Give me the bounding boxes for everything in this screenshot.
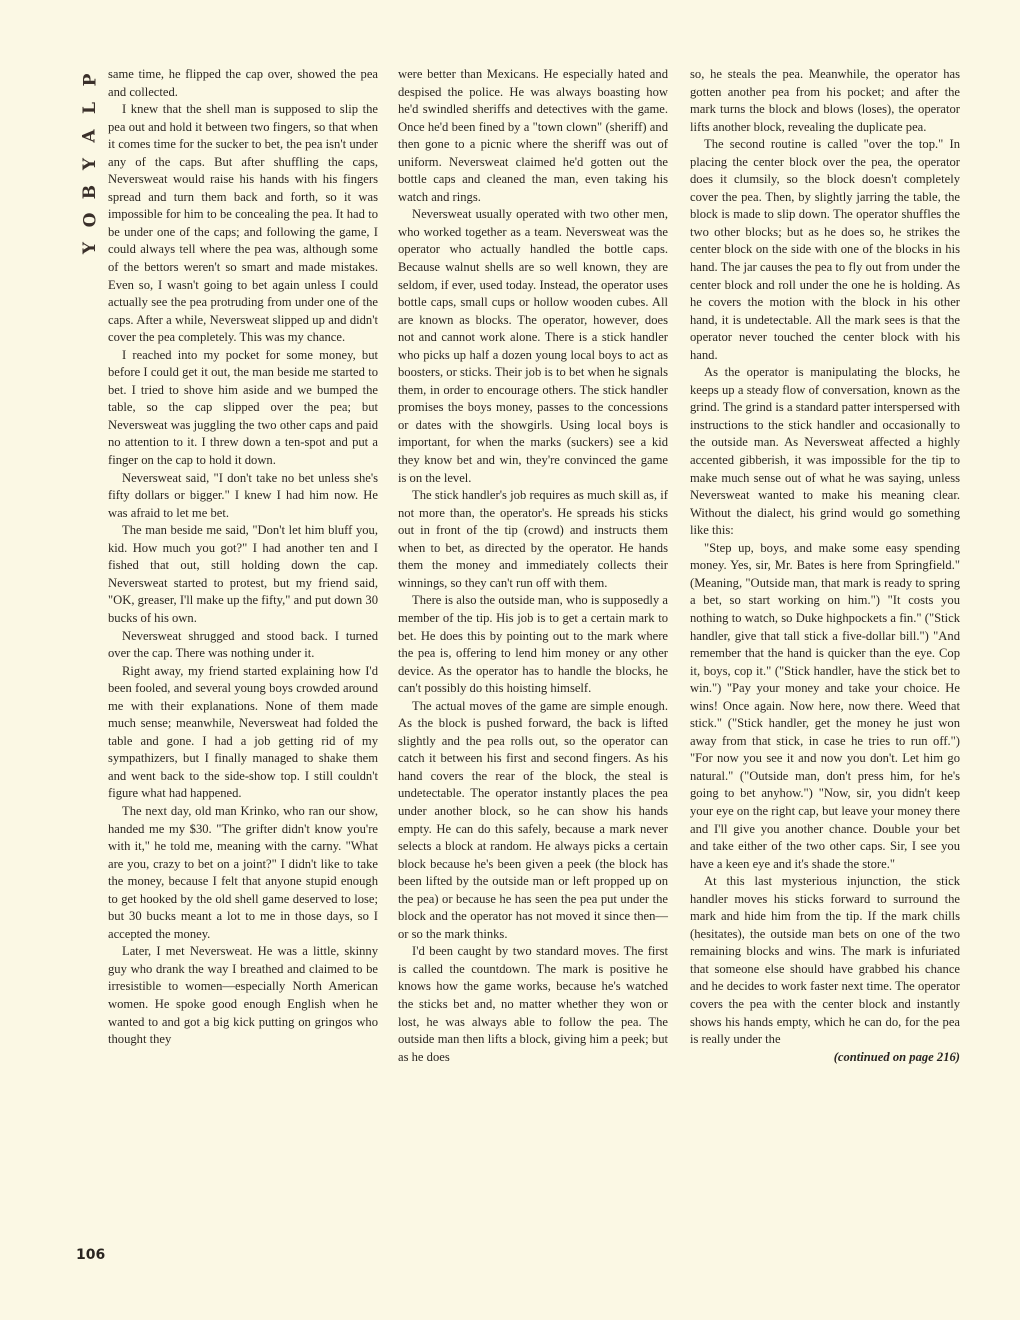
magazine-name-letter: A (79, 129, 100, 143)
magazine-name-vertical (78, 66, 102, 262)
magazine-name-letter: L (79, 102, 100, 114)
magazine-name-letter: O (80, 212, 100, 228)
magazine-name-letter: Y (79, 157, 100, 171)
article-paragraph: As the operator is manipulating the blocks, he keeps up a steady flow of conversation, known as the grind. The grind is a standard patter interspersed with instructions to the stick handler and occasionally to the outside man. As Neversweat affected a highly accented gibberish, it was impossible for the tip to make much sense out of what he was saying, unless Neversweat wanted to make his meaning clear. Without the dialect, his grind would go something like this: (690, 365, 960, 538)
text-column-1 (108, 66, 378, 1049)
article-paragraph: The man beside me said, "Don't let him bluff you, kid. How much you got?" I had another ten and I fished that out, still holding down the cap. Neversweat started to protest, but my friend said, "OK, greaser, I'll make up the fifty," and put down 30 bucks of his own. (108, 523, 378, 625)
magazine-name-letter: Y (79, 241, 100, 255)
article-paragraph: There is also the outside man, who is supposedly a member of the tip. His job is to get a certain mark to bet. He does this by pointing out to the mark where the pea is, offering to lend him money or any other device. As the operator has to handle the blocks, he can't possibly do this hoisting himself. (398, 593, 668, 696)
text-column-2 (398, 66, 668, 1066)
page-number: 106 (76, 1247, 106, 1263)
continued-on-page-note: (continued on page 216) (833, 1049, 960, 1064)
article-paragraph: The second routine is called "over the top." In placing the center block over the pea, the operator does it clumsily, so the block doesn't completely cover the pea. Then, by slightly jarring the table, the block is made to slip down. The operator shuffles the two other blocks; but as he does so, he strikes the center block on the side with one of the blocks in his hand. The jar causes the pea to fly out from under the center block and roll under the one he is holding. As he covers the motion with the block in his other hand, it is undetectable. All the mark sees is that the operator never touched the center block with his hand. (690, 137, 960, 362)
article-paragraph: The stick handler's job requires as much skill as, if not more than, the operator's. He spreads his sticks out in front of the tip (crowd) and instructs them when to bet, as directed by the operator. He hands them the money and immediately collects their winnings, so they can't run off with them. (398, 488, 668, 590)
article-paragraph: so, he steals the pea. Meanwhile, the operator has gotten another pea from his pocket; and after the mark turns the block and blows (loses), the operator lifts another block, revealing the duplicate pea. (690, 67, 960, 134)
article-paragraph: same time, he flipped the cap over, showed the pea and collected. (108, 67, 378, 99)
article-paragraph: At this last mysterious injunction, the stick handler moves his sticks forward to surround the mark and hide him from the tip. If the mark chills (hesitates), the outside man bets on one of the two remaining blocks and wins. The mark is infuriated that someone else should have grabbed his chance and he decides to work faster next time. The operator covers the pea with the center block and instantly shows his hands empty, which he can do, for the pea is really under the (690, 874, 960, 1047)
article-paragraph: I knew that the shell man is supposed to slip the pea out and hold it between two fingers, so that when it comes time for the sucker to bet, the pea isn't under any of the caps. But after shuffling the caps, Neversweat would raise his hands with his fingers spread and turn them back and forth, so it was impossible for him to be concealing the pea. It had to be under one of the caps; and following the game, I could always tell where the pea was, although some of the bettors weren't so smart and made mistakes. Even so, I wasn't going to bet again unless I could actually see the pea protruding from under one of the caps. After a while, Neversweat slipped up and didn't cover the pea completely. This was my chance. (108, 102, 378, 345)
article-paragraph: Neversweat said, "I don't take no bet unless she's fifty dollars or bigger." I knew I had him now. He was afraid to let me bet. (108, 470, 378, 520)
article-paragraph: Right away, my friend started explaining how I'd been fooled, and several young boys crowded around me with their explanations. None of them made much sense; meanwhile, Neversweat had folded the table and gone. I had a job getting rid of my sympathizers, but I finally managed to shake them and went back to the side-show top. I still couldn't figure what had happened. (108, 663, 378, 801)
magazine-name-letter: B (80, 184, 100, 200)
article-paragraph: I reached into my pocket for some money, but before I could get it out, the man beside me started to bet. I tried to shove him aside and we bumped the table, so the cap slipped over the pea; but Neversweat was juggling the two other caps and paid no attention to it. I threw down a ten-spot and put a finger on the cap to hold it down. (108, 347, 378, 468)
article-paragraph: "Step up, boys, and make some easy spending money. Yes, sir, Mr. Bates is here from Springfield." (Meaning, "Outside man, that mark is ready to spring a bet, so start working on him.") "It costs you nothing to watch, so Duke highpockets a fin." ("Stick handler, give that tall stick a five-dollar bill.") "And remember that the hand is quicker than the eye. Cop it, boys, cop it." ("Stick handler, have the stick bet to win.") "Pay your money and take your choice. He wins! Once again. Now here, now there. Weed that stick." ("Stick handler, get the money he just won away from that stick, in case he tries to run off.") "For now you see it and now you don't. Let him go natural." ("Outside man, don't press him, for he's going to bet anyhow.") "Now, sir, you didn't keep your eye on the right cap, but leave your money there and I'll give you another chance. Double your bet and take either of the two other caps. Sir, I see you have a keen eye and it's shade the store." (690, 540, 960, 871)
article-paragraph: Later, I met Neversweat. He was a little, skinny guy who drank the way I breathed and claimed to be irresistible to women—especially North American women. He spoke good enough English when he wanted to and got a big kick putting on gringos who thought they (108, 944, 378, 1047)
article-paragraph: The next day, old man Krinko, who ran our show, handed me my $30. "The grifter didn't know you're with it," he told me, meaning with the carny. "What are you, crazy to bet on a joint?" I didn't like to take the money, because I felt that anyone stupid enough to get hooked by the old shell game deserved to lose; but 30 bucks meant a lot to me in those days, so I accepted the money. (108, 803, 378, 941)
text-column-3 (690, 66, 960, 1066)
article-paragraph: I'd been caught by two standard moves. The first is called the countdown. The mark is positive he knows how the game works, because he's watched the sticks bet and, no matter whether they won or lost, he was always able to follow the pea. The outside man then lifts a block, giving him a peek; but as he does (398, 944, 668, 1064)
article-paragraph: Neversweat shrugged and stood back. I turned over the cap. There was nothing under it. (108, 628, 378, 661)
article-paragraph: The actual moves of the game are simple enough. As the block is pushed forward, the back is lifted slightly and the pea rolls out, so the operator can catch it between his first and second fingers. As his hand covers the rear of the block, the steal is undetectable. The operator instantly places the pea under another block, so he can show his hands empty. He can do this safely, because a mark never selects a block at random. He always picks a certain block because he's been given a peek (the block has been lifted by the outside man or left propped up on the pea) or because he has seen the pea put under the block and the operator has not moved it since then—or so the mark thinks. (398, 698, 668, 941)
article-paragraph: were better than Mexicans. He especially hated and despised the police. He was always boasting how he'd swindled sheriffs and detectives with the game. Once he'd been fined by a "town clown" (sheriff) and then gone to a picnic where the sheriff was out of uniform. Neversweat claimed he'd gotten out the bottle caps and cleaned the man, even taking his watch and rings. (398, 67, 668, 204)
magazine-name-letter: P (79, 73, 100, 87)
article-paragraph: Neversweat usually operated with two other men, who worked together as a team. Neversweat was the operator who actually handled the bottle caps. Because walnut shells are so well known, they are seldom, if ever, used today. Instead, the operator uses bottle caps, small cups or hollow wooden cubes. All are known as blocks. The operator, however, does not and cannot work alone. There is a stick handler who picks up half a dozen young local boys to act as boosters, or sticks. Their job is to bet when he signals them, in order to encourage others. The stick handler promises the boys money, passes to the concessions or dates with the showgirls. Using local boys is important, for when the marks (suckers) see a kid they know bet and win, they're convinced the game is on the level. (398, 207, 668, 485)
